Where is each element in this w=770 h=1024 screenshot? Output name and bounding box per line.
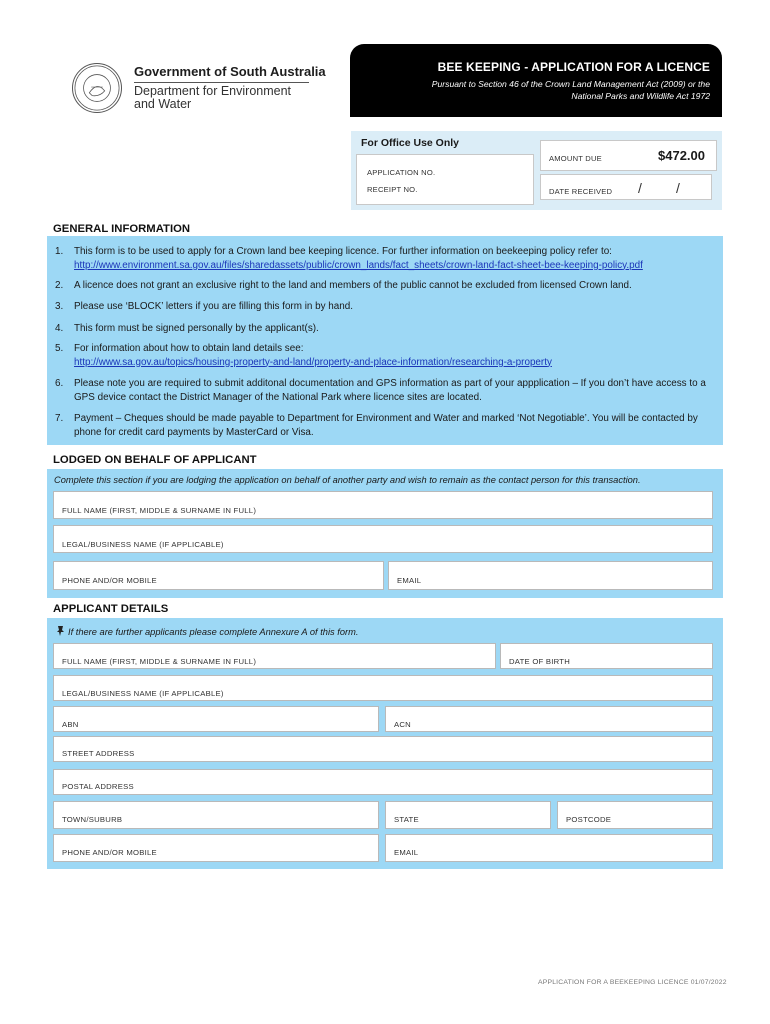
- item-number: 1.: [55, 246, 64, 257]
- lodged-legal-name-field[interactable]: [53, 525, 713, 553]
- applicant-abn-field[interactable]: [53, 706, 379, 732]
- general-item-7: [55, 412, 715, 439]
- applicant-full-name-field[interactable]: [53, 643, 496, 669]
- department-name: [134, 85, 314, 111]
- date-separator-1: /: [638, 180, 642, 196]
- item-text: Please use ‘BLOCK’ letters if you are filling this form in by hand.: [74, 301, 354, 312]
- item-text: Please note you are required to submit additonal documentation and GPS information as part of your appplication – If you don’t have access to a GPS device contact the District Manager of the National Park where licence sites are located.: [74, 378, 706, 403]
- office-use-title: For Office Use Only: [361, 137, 460, 149]
- field-label: ACN: [394, 720, 411, 729]
- amount-due-value: $472.00: [658, 148, 705, 163]
- amount-due-label: AMOUNT DUE: [549, 154, 602, 163]
- applicant-state-field[interactable]: [385, 801, 551, 829]
- field-label: LEGAL/BUSINESS NAME (IF APPLICABLE): [62, 540, 224, 549]
- date-received-label: DATE RECEIVED: [549, 187, 613, 196]
- applicant-postal-field[interactable]: [53, 769, 713, 795]
- field-label: POSTCODE: [566, 815, 612, 824]
- field-label: PHONE AND/OR MOBILE: [62, 848, 157, 857]
- lodged-phone-field[interactable]: [53, 561, 384, 590]
- applicant-phone-field[interactable]: [53, 834, 379, 862]
- general-item-2: [55, 279, 715, 293]
- general-info-heading: GENERAL INFORMATION: [53, 223, 191, 235]
- field-label: EMAIL: [397, 576, 422, 585]
- applicant-dob-field[interactable]: [500, 643, 713, 669]
- field-label: EMAIL: [394, 848, 419, 857]
- field-label: POSTAL ADDRESS: [62, 782, 134, 791]
- page-footer: APPLICATION FOR A BEEKEEPING LICENCE 01/07/2022: [538, 979, 727, 986]
- lodged-hint: Complete this section if you are lodging the application on behalf of another party and wish to remain as the contact person for this transaction.: [54, 475, 641, 485]
- pin-icon: [56, 624, 66, 636]
- receipt-no-label: RECEIPT NO.: [367, 185, 418, 194]
- general-item-5: [55, 342, 715, 369]
- field-label: LEGAL/BUSINESS NAME (IF APPLICABLE): [62, 689, 224, 698]
- lodged-full-name-field[interactable]: [53, 491, 713, 519]
- item-number: 5.: [55, 343, 64, 354]
- item-text: For information about how to obtain land details see:: [74, 343, 304, 354]
- item-text: This form is to be used to apply for a Crown land bee keeping licence. For further information on beekeeping policy refer to:: [74, 246, 612, 257]
- applicant-email-field[interactable]: [385, 834, 713, 862]
- item-text: This form must be signed personally by the applicant(s).: [74, 323, 319, 334]
- applicant-heading: APPLICANT DETAILS: [53, 603, 169, 615]
- land-details-link[interactable]: http://www.sa.gov.au/topics/housing-property-and-land/property-and-place-information/researching-a-property: [74, 356, 552, 368]
- title-banner: [350, 44, 722, 117]
- beekeeping-policy-link[interactable]: http://www.environment.sa.gov.au/files/sharedassets/public/crown_lands/fact_sheets/crown-land-fact-sheet-bee-keeping-policy.pdf: [74, 259, 643, 271]
- field-label: FULL NAME (FIRST, MIDDLE & SURNAME IN FULL): [62, 657, 257, 666]
- item-text: A licence does not grant an exclusive right to the land and members of the public cannot be excluded from licensed Crown land.: [74, 280, 632, 291]
- item-number: 3.: [55, 301, 64, 312]
- field-label: PHONE AND/OR MOBILE: [62, 576, 157, 585]
- lodged-heading: LODGED ON BEHALF OF APPLICANT: [53, 454, 257, 466]
- field-label: TOWN/SUBURB: [62, 815, 123, 824]
- field-label: STREET ADDRESS: [62, 749, 135, 758]
- office-number-box[interactable]: [356, 154, 534, 205]
- date-separator-2: /: [676, 180, 680, 196]
- applicant-street-field[interactable]: [53, 736, 713, 762]
- field-label: FULL NAME (FIRST, MIDDLE & SURNAME IN FULL): [62, 506, 257, 515]
- form-title: BEE KEEPING - APPLICATION FOR A LICENCE: [437, 60, 710, 74]
- application-no-label: APPLICATION NO.: [367, 168, 436, 177]
- item-text: Payment – Cheques should be made payable to Department for Environment and Water and marked ‘Not Negotiable’. You will be contacted by phone for credit card payments by MasterCard or Visa.: [74, 413, 698, 438]
- government-name: Government of South Australia: [134, 64, 326, 79]
- applicant-legal-name-field[interactable]: [53, 675, 713, 701]
- item-number: 7.: [55, 413, 64, 424]
- lodged-email-field[interactable]: [388, 561, 713, 590]
- field-label: DATE OF BIRTH: [509, 657, 571, 666]
- department-line-1: Department for Environment: [134, 84, 292, 98]
- general-item-4: [55, 322, 715, 336]
- applicant-postcode-field[interactable]: [557, 801, 713, 829]
- general-item-6: [55, 377, 715, 404]
- government-seal-logo: [72, 63, 122, 113]
- form-subtitle: [362, 78, 710, 102]
- subtitle-line-1: Pursuant to Section 46 of the Crown Land Management Act (2009) or the: [431, 79, 710, 89]
- field-label: STATE: [394, 815, 419, 824]
- item-number: 4.: [55, 323, 64, 334]
- general-item-3: [55, 300, 715, 314]
- item-number: 2.: [55, 280, 64, 291]
- applicant-hint: If there are further applicants please complete Annexure A of this form.: [68, 627, 359, 637]
- department-line-2: and Water: [134, 97, 192, 111]
- applicant-acn-field[interactable]: [385, 706, 713, 732]
- subtitle-line-2: National Parks and Wildlife Act 1972: [571, 91, 710, 101]
- field-label: ABN: [62, 720, 79, 729]
- logo-divider: [134, 82, 309, 83]
- general-item-1: [55, 245, 715, 272]
- item-number: 6.: [55, 378, 64, 389]
- applicant-town-field[interactable]: [53, 801, 379, 829]
